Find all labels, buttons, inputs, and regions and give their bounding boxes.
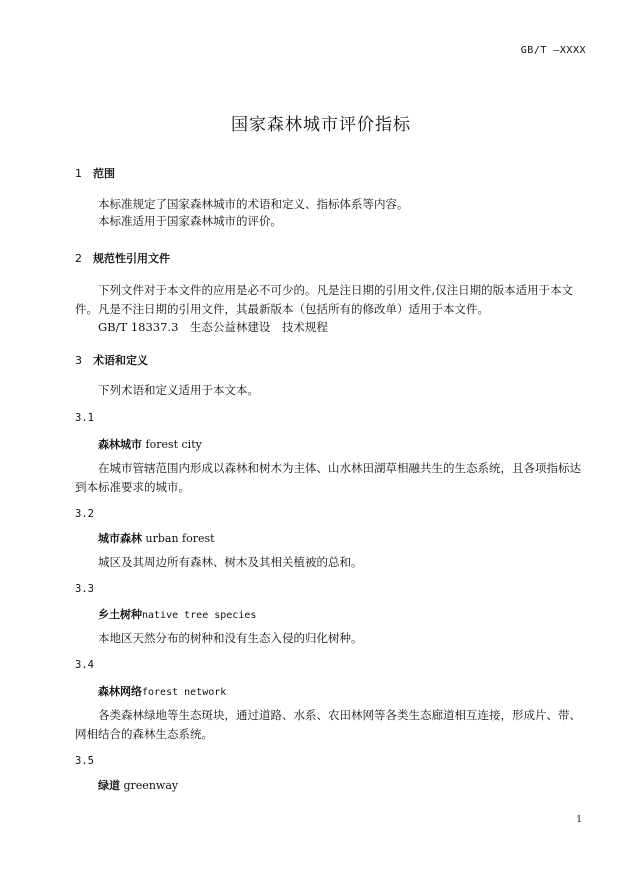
term-heading xyxy=(98,777,178,793)
section-title: 范围 xyxy=(93,167,115,180)
section-number: 2 xyxy=(75,252,82,265)
section-3-heading xyxy=(75,352,148,368)
document-title: 国家森林城市评价指标 xyxy=(231,115,411,135)
page-number: 1 xyxy=(576,815,582,825)
normative-reference: GB/T 18337.3 生态公益林建设 技术规程 xyxy=(98,320,328,334)
term-definition: 城区及其周边所有森林、树木及其相关植被的总和。 xyxy=(98,555,363,569)
standard-code: GB/T —XXXX xyxy=(520,45,586,56)
term-definition: 本地区天然分布的树种和没有生态入侵的归化树种。 xyxy=(98,631,363,645)
term-zh: 森林城市 xyxy=(98,438,142,451)
term-number: 3.5 xyxy=(75,755,94,767)
section-number: 1 xyxy=(75,167,82,180)
term-zh: 城市森林 xyxy=(98,532,142,545)
term-heading xyxy=(98,683,226,699)
section-title: 术语和定义 xyxy=(93,354,148,367)
term-definition: 各类森林绿地等生态斑块，通过道路、水系、农田林网等各类生态廊道相互连接，形成片、带、网相结合的森林生态系统。 xyxy=(75,708,581,741)
term-number: 3.4 xyxy=(75,659,94,671)
term-zh: 乡土树种 xyxy=(98,608,142,621)
section-2-heading xyxy=(75,250,170,266)
paragraph: 下列文件对于本文件的应用是必不可少的。凡是注日期的引用文件,仅注日期的版本适用于本文件。凡是不注日期的引用文件，其最新版本（包括所有的修改单）适用于本文件。 xyxy=(75,283,574,316)
term-zh: 绿道 xyxy=(98,779,120,792)
term-heading xyxy=(98,606,256,622)
paragraph: 本标准适用于国家森林城市的评价。 xyxy=(98,214,282,228)
term-heading xyxy=(98,530,215,546)
section-1-heading xyxy=(75,165,115,181)
term-number: 3.3 xyxy=(75,583,94,595)
paragraph: 本标准规定了国家森林城市的术语和定义、指标体系等内容。 xyxy=(98,197,409,211)
term-en: native tree species xyxy=(142,610,257,621)
section-number: 3 xyxy=(75,354,82,367)
term-en: urban forest xyxy=(145,532,215,545)
term-zh: 森林网络 xyxy=(98,685,142,698)
paragraph: 下列术语和定义适用于本文本。 xyxy=(98,383,259,397)
term-number: 3.1 xyxy=(75,412,94,424)
term-en: forest city xyxy=(145,438,202,451)
term-en: greenway xyxy=(123,779,179,792)
term-number: 3.2 xyxy=(75,508,94,520)
term-heading xyxy=(98,436,202,452)
term-definition: 在城市管辖范围内形成以森林和树木为主体、山水林田湖草相融共生的生态系统，且各项指标达到本标准要求的城市。 xyxy=(75,461,581,494)
section-title: 规范性引用文件 xyxy=(93,252,170,265)
term-en: forest network xyxy=(142,687,227,698)
